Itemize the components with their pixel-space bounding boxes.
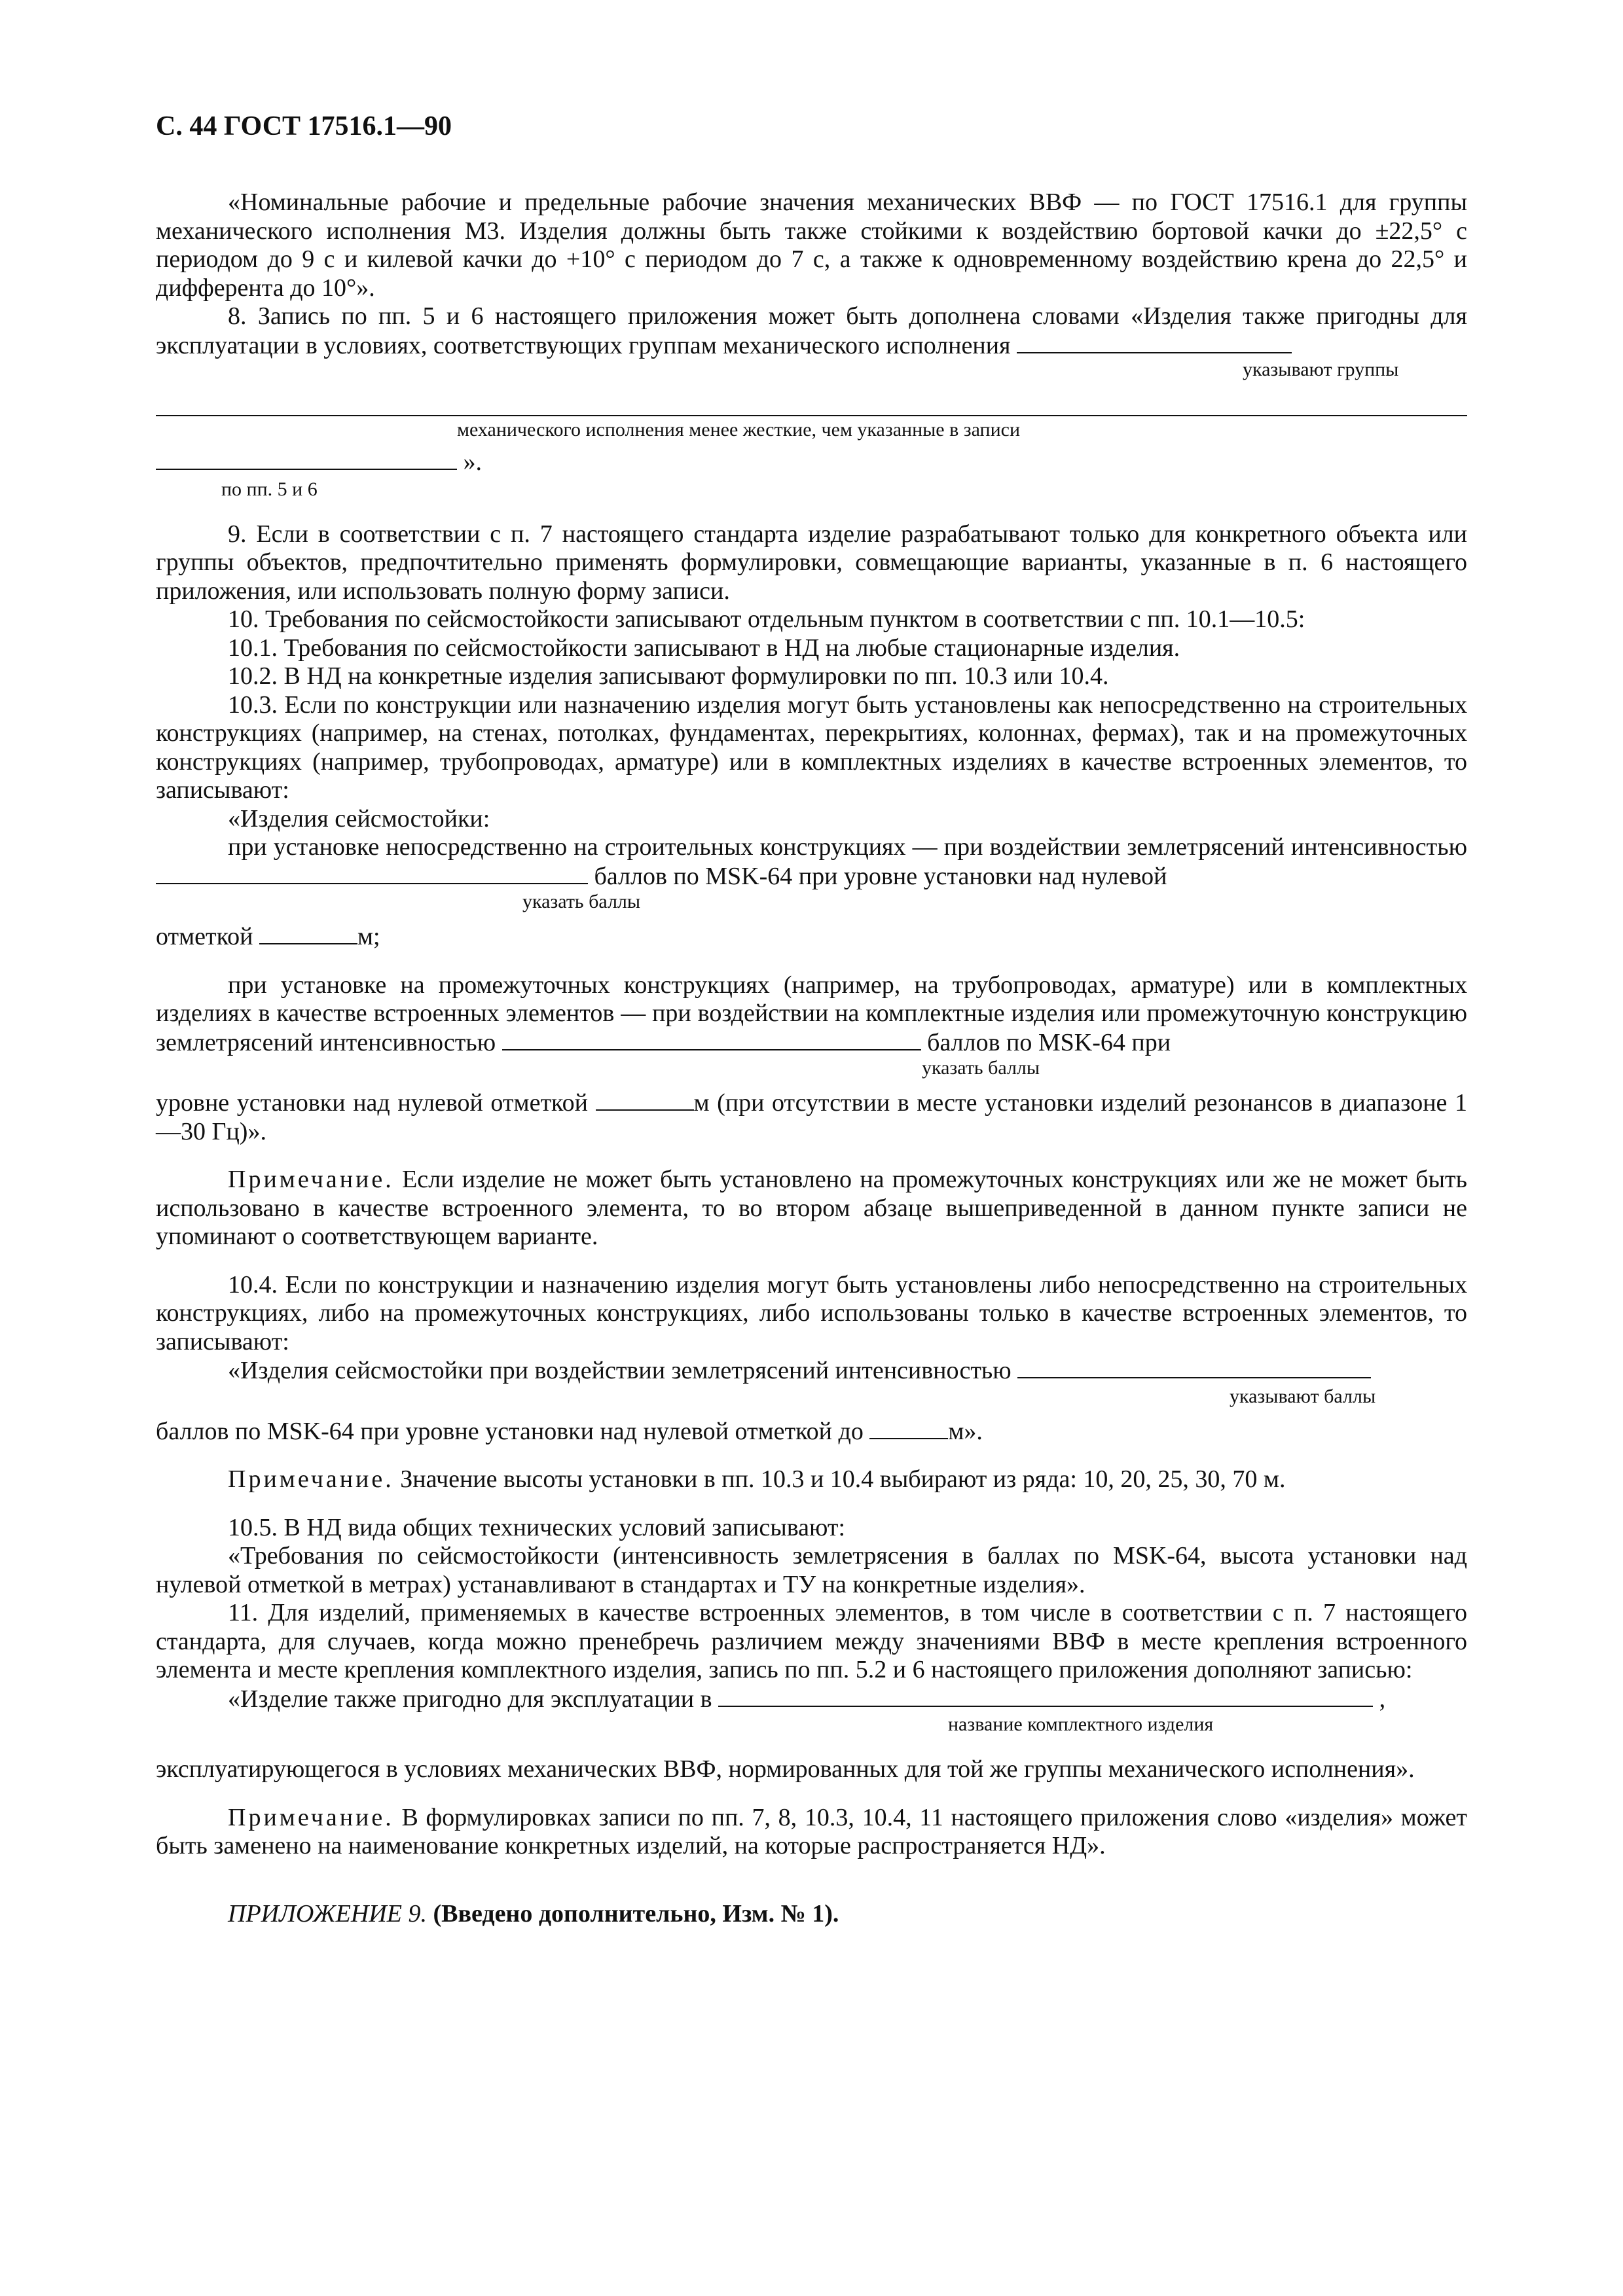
paragraph-quote: «Номинальные рабочие и предельные рабочие значения механических ВВФ — по ГОСТ 17516.1 для группы механического исполнения М3. Изделия должны быть также стойкими к воздействию бортовой качки до ±22,5° с периодом до 9 с и килевой качки до +10° с периодом до 7 с, а также к одновременному воздействию крена до 22,5° и дифферента до 10°». (156, 188, 1467, 302)
caption-points: указать баллы (522, 891, 641, 912)
note-2-text: Значение высоты установки в пп. 10.3 и 10.4 выбирают из ряда: 10, 20, 25, 30, 70 м. (400, 1465, 1286, 1493)
quote-mark (156, 922, 1467, 952)
paragraph-10-2: 10.2. В НД на конкретные изделия записывают формулировки по пп. 10.3 или 10.4. (228, 662, 1109, 690)
paragraph-8-text: 8. Запись по пп. 5 и 6 настоящего приложения может быть дополнена словами «Изделия также пригодны для эксплуатации в условиях, соответствующих группам механического исполнения (156, 302, 1467, 359)
paragraph-10: 10. Требования по сейсмостойкости записывают отдельным пунктом в соответствии с пп. 10.1—10.5: (228, 605, 1305, 633)
blank-field (156, 448, 457, 470)
footer-appendix-title: ПРИЛОЖЕНИЕ 9. (228, 1899, 427, 1928)
blank-field (596, 1088, 694, 1111)
paragraph-8-end: ». (463, 448, 482, 476)
note-1-text: Если изделие не может быть установлено на промежуточных конструкциях или же не может быть использовано в качестве встроенного элемента, то во втором абзаце вышеприведенной в данном пункте записи не упоминают о соответствующем варианте. (156, 1166, 1467, 1250)
paragraph-10-5: 10.5. В НД вида общих технических условий записывают: (228, 1513, 846, 1541)
quote-level-b: м (при отсутствии в месте установки изделий резонансов в диапазоне 1—30 Гц)». (156, 1089, 1467, 1145)
paragraph-11: 11. Для изделий, применяемых в качестве встроенных элементов, в том числе в соответствии с п. 7 настоящего стандарта, для случаев, когда можно пренебречь различием между значениями ВВФ в месте крепления встроенного элемента и месте крепления комплектного изделия, запись по пп. 5.2 и 6 настоящего приложения дополняют записью: (156, 1599, 1467, 1683)
quote-10-4b-text: баллов по MSK-64 при уровне установки над нулевой отметкой до (156, 1417, 864, 1445)
note-1 (156, 1166, 1467, 1251)
quote-level (156, 1088, 1467, 1146)
caption-points-2: указать баллы (922, 1057, 1040, 1079)
paragraph-10-3: 10.3. Если по конструкции или назначению изделия могут быть установлены как непосредственно на строительных конструкциях (например, на стенах, потолках, фундаментах, перекрытиях, колоннах, фермах), так и на промежуточных конструкциях (например, трубопроводах, арматуре) или в комплектных изделиях в качестве встроенных элементов, то записывают: (156, 691, 1467, 804)
blank-field (259, 922, 357, 944)
quote-level-text: уровне установки над нулевой отметкой (156, 1089, 588, 1117)
blank-field (718, 1685, 1373, 1707)
quote-10-4 (156, 1356, 1467, 1386)
blank-field (1017, 1356, 1371, 1378)
note-3-text: В формулировках записи по пп. 7, 8, 10.3, 10.4, 11 настоящего приложения слово «изделия» может быть заменено на наименование конкретных изделий, на которые распространяется НД». (156, 1803, 1467, 1859)
paragraph-10-4: 10.4. Если по конструкции и назначению изделия могут быть установлены либо непосредственно на строительных конструкциях, либо на промежуточных конструкциях, либо использованы только в качестве встроенных элементов, то записывают: (156, 1270, 1467, 1355)
blank-field (869, 1417, 948, 1439)
paragraph-9: 9. Если в соответствии с п. 7 настоящего стандарта изделие разрабатывают только для конкретного объекта или группы объектов, предпочтительно применять формулировки, совмещающие варианты, указанные в п. 6 настоящего приложения, или использовать полную форму записи. (156, 520, 1467, 605)
quote-mark-end: м; (357, 923, 380, 950)
caption-groups: указывают группы (1243, 359, 1399, 380)
quote-11-comma: , (1379, 1685, 1386, 1713)
quote-direct (156, 833, 1467, 891)
quote-11b: эксплуатирующегося в условиях механических ВВФ, нормированных для той же группы механического исполнения». (156, 1755, 1415, 1783)
caption-complete: название комплектного изделия (948, 1713, 1214, 1735)
quote-direct-b: баллов по MSK-64 при уровне установки над нулевой (594, 862, 1167, 890)
blank-field (502, 1028, 921, 1050)
quote-mark-text: отметкой (156, 923, 253, 950)
document-page (156, 110, 1467, 1928)
note-label: Примечание. (228, 1166, 394, 1193)
quote-direct-a: при установке непосредственно на строительных конструкциях — при воздействии землетрясений интенсивностью (228, 833, 1467, 861)
blank-line-row (156, 448, 1467, 477)
blank-line (156, 386, 1467, 416)
caption-mech: механического исполнения менее жесткие, чем указанные в записи (457, 419, 1021, 440)
caption-points-3: указывают баллы (1230, 1385, 1376, 1407)
note-2 (156, 1465, 1467, 1494)
quote-11-text: «Изделие также пригодно для эксплуатации в (228, 1685, 712, 1713)
page-header: С. 44 ГОСТ 17516.1—90 (156, 111, 452, 141)
quote-intermediate-b: баллов по MSK-64 при (927, 1028, 1171, 1056)
note-label: Примечание. (228, 1803, 394, 1831)
quote-intermediate-text: при установке на промежуточных конструкциях (например, на трубопроводах, арматуре) или в комплектных изделиях в качестве встроенных элементов — при воздействии на комплектные изделия или промежуточную конструкцию землетрясений интенсивностью (156, 971, 1467, 1056)
quote-10-4c: м». (948, 1417, 983, 1445)
quote-10-5: «Требования по сейсмостойкости (интенсивность землетрясения в баллах по MSK-64, высота установки над нулевой отметкой в метрах) устанавливают в стандартах и ТУ на конкретные изделия». (156, 1542, 1467, 1598)
quote-intermediate (156, 971, 1467, 1058)
quote-10-4b (156, 1417, 1467, 1446)
blank-field (156, 862, 588, 884)
footer-appendix-note: (Введено дополнительно, Изм. № 1). (433, 1899, 839, 1928)
paragraph-10-1: 10.1. Требования по сейсмостойкости записывают в НД на любые стационарные изделия. (228, 634, 1180, 662)
note-label: Примечание. (228, 1465, 394, 1493)
quote-10-4-text: «Изделия сейсмостойки при воздействии землетрясений интенсивностью (228, 1357, 1012, 1384)
note-3 (156, 1804, 1467, 1861)
quote-11 (156, 1685, 1467, 1714)
quote-seismic: «Изделия сейсмостойки: (228, 804, 490, 833)
blank-field (1017, 331, 1292, 353)
caption-pp56: по пп. 5 и 6 (221, 478, 318, 500)
paragraph-8 (156, 302, 1467, 360)
footer-appendix (156, 1900, 1467, 1929)
